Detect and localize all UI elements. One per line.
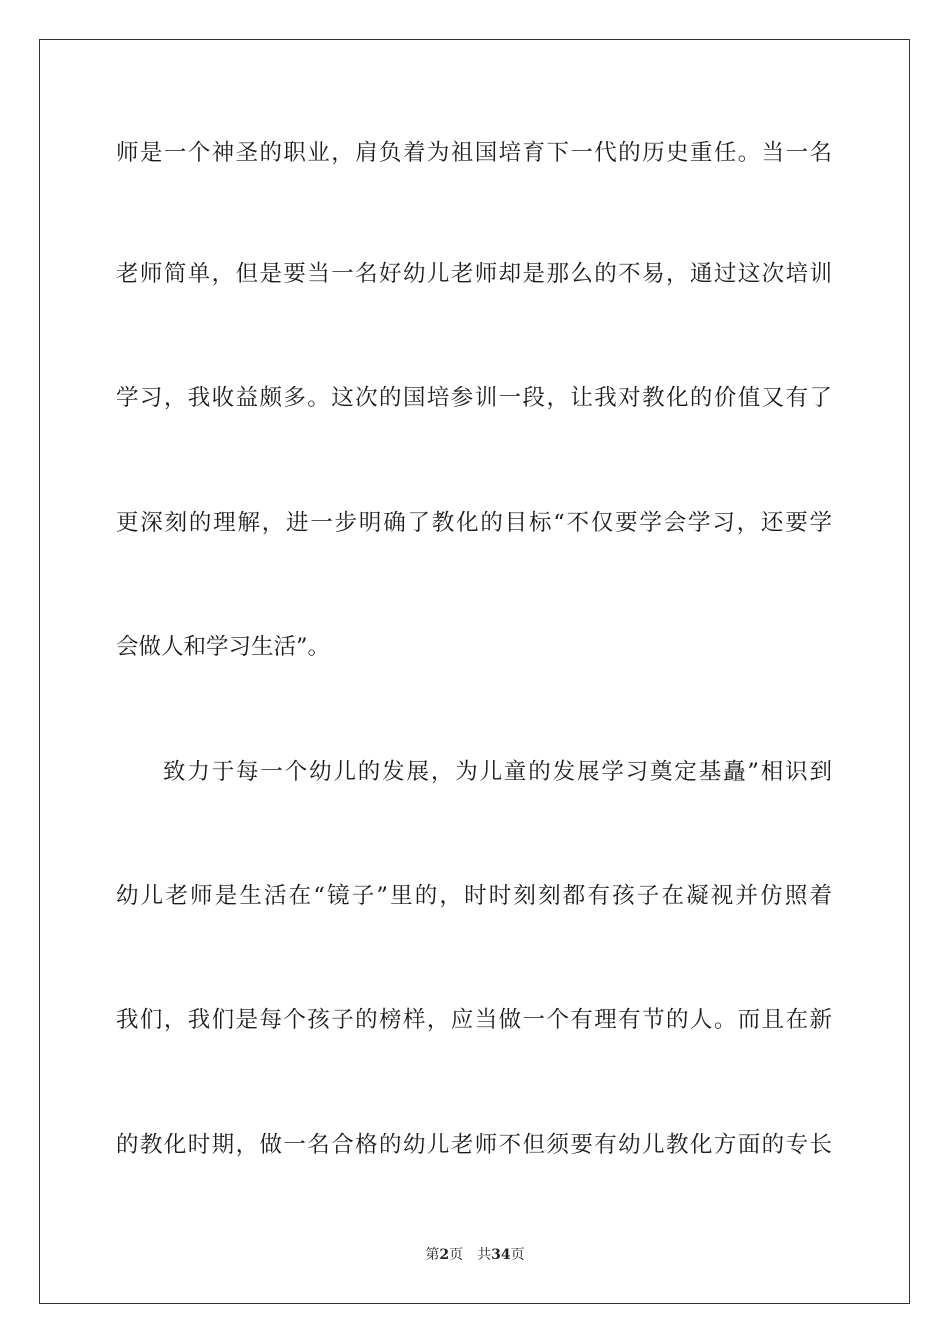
text-line-7: 幼儿老师是生活在“镜子”里的，时时刻刻都有孩子在凝视并仿照着	[116, 883, 832, 909]
text-line-1: 师是一个神圣的职业，肩负着为祖国培育下一代的历史重任。当一名	[116, 140, 832, 166]
total-suffix: 页	[510, 1247, 525, 1263]
total-prefix: 共	[477, 1247, 492, 1263]
text-line-5: 会做人和学习生活”。	[116, 634, 331, 660]
paragraph-2-line-1: 致力于每一个幼儿的发展，为儿童的发展学习奠定基矗”相识到	[163, 759, 832, 785]
page-prefix: 第	[425, 1247, 440, 1263]
text-line-8: 我们，我们是每个孩子的榜样，应当做一个有理有节的人。而且在新	[116, 1007, 832, 1033]
text-line-4: 更深刻的理解，进一步明确了教化的目标“不仅要学会学习，还要学	[116, 510, 832, 536]
page-border	[39, 39, 910, 1304]
text-line-2: 老师简单，但是要当一名好幼儿老师却是那么的不易，通过这次培训	[116, 261, 832, 287]
page-number: 2	[439, 1247, 450, 1263]
page-footer	[0, 1246, 950, 1264]
total-pages: 34	[491, 1247, 511, 1263]
text-line-9: 的教化时期，做一名合格的幼儿老师不但须要有幼儿教化方面的专长	[116, 1132, 832, 1158]
page-suffix: 页	[449, 1247, 464, 1263]
text-line-3: 学习，我收益颇多。这次的国培参训一段，让我对教化的价值又有了	[116, 385, 832, 411]
